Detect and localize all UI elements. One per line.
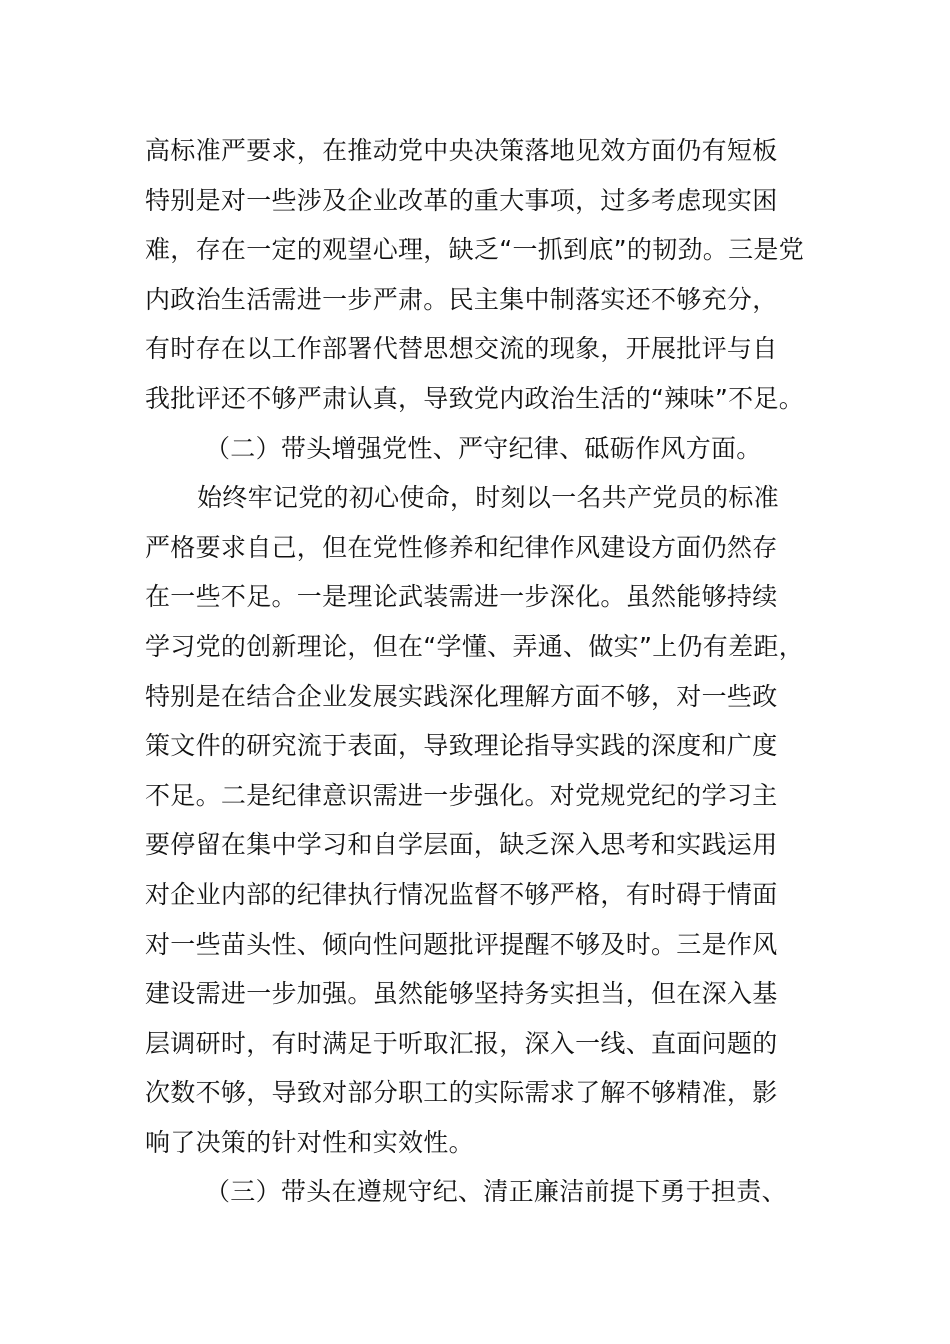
text-line: 难，存在一定的观望心理，缺乏“一抓到底”的韧劲。三是党 xyxy=(145,235,805,265)
text-line: 层调研时，有时满足于听取汇报，深入一线、直面问题的 xyxy=(145,1028,778,1058)
text-line: 响了决策的针对性和实效性。 xyxy=(145,1127,474,1157)
text-line: 特别是在结合企业发展实践深化理解方面不够，对一些政 xyxy=(145,681,778,711)
text-line: 特别是对一些涉及企业改革的重大事项，过多考虑现实困 xyxy=(145,185,778,215)
text-line: 不足。二是纪律意识需进一步强化。对党规党纪的学习主 xyxy=(145,780,778,810)
text-line: 有时存在以工作部署代替思想交流的现象，开展批评与自 xyxy=(145,334,778,364)
text-line: 严格要求自己，但在党性修养和纪律作风建设方面仍然存 xyxy=(145,532,778,562)
text-line: 我批评还不够严肃认真，导致党内政治生活的“辣味”不足。 xyxy=(145,383,805,413)
paragraph-start-line: 始终牢记党的初心使命，时刻以一名共产党员的标准 xyxy=(197,483,779,513)
text-line: 高标准严要求，在推动党中央决策落地见效方面仍有短板 xyxy=(145,136,778,165)
text-line: 学习党的创新理论，但在“学懂、弄通、做实”上仍有差距， xyxy=(145,631,805,661)
text-line: 策文件的研究流于表面，导致理论指导实践的深度和广度 xyxy=(145,731,778,761)
text-line: 在一些不足。一是理论武装需进一步深化。虽然能够持续 xyxy=(145,582,778,612)
text-line: 次数不够，导致对部分职工的实际需求了解不够精准，影 xyxy=(145,1078,778,1108)
text-line: 对企业内部的纪律执行情况监督不够严格，有时碍于情面 xyxy=(145,879,778,909)
text-line: 建设需进一步加强。虽然能够坚持务实担当，但在深入基 xyxy=(145,979,778,1009)
text-line: 内政治生活需进一步严肃。民主集中制落实还不够充分， xyxy=(145,284,778,314)
section-heading-3: （三）带头在遵规守纪、清正廉洁前提下勇于担责、 xyxy=(205,1177,787,1207)
text-line: 对一些苗头性、倾向性问题批评提醒不够及时。三是作风 xyxy=(145,929,778,959)
document-body xyxy=(145,126,810,1217)
section-heading-2: （二）带头增强党性、严守纪律、砥砺作风方面。 xyxy=(205,433,762,463)
text-line: 要停留在集中学习和自学层面，缺乏深入思考和实践运用 xyxy=(145,830,778,860)
